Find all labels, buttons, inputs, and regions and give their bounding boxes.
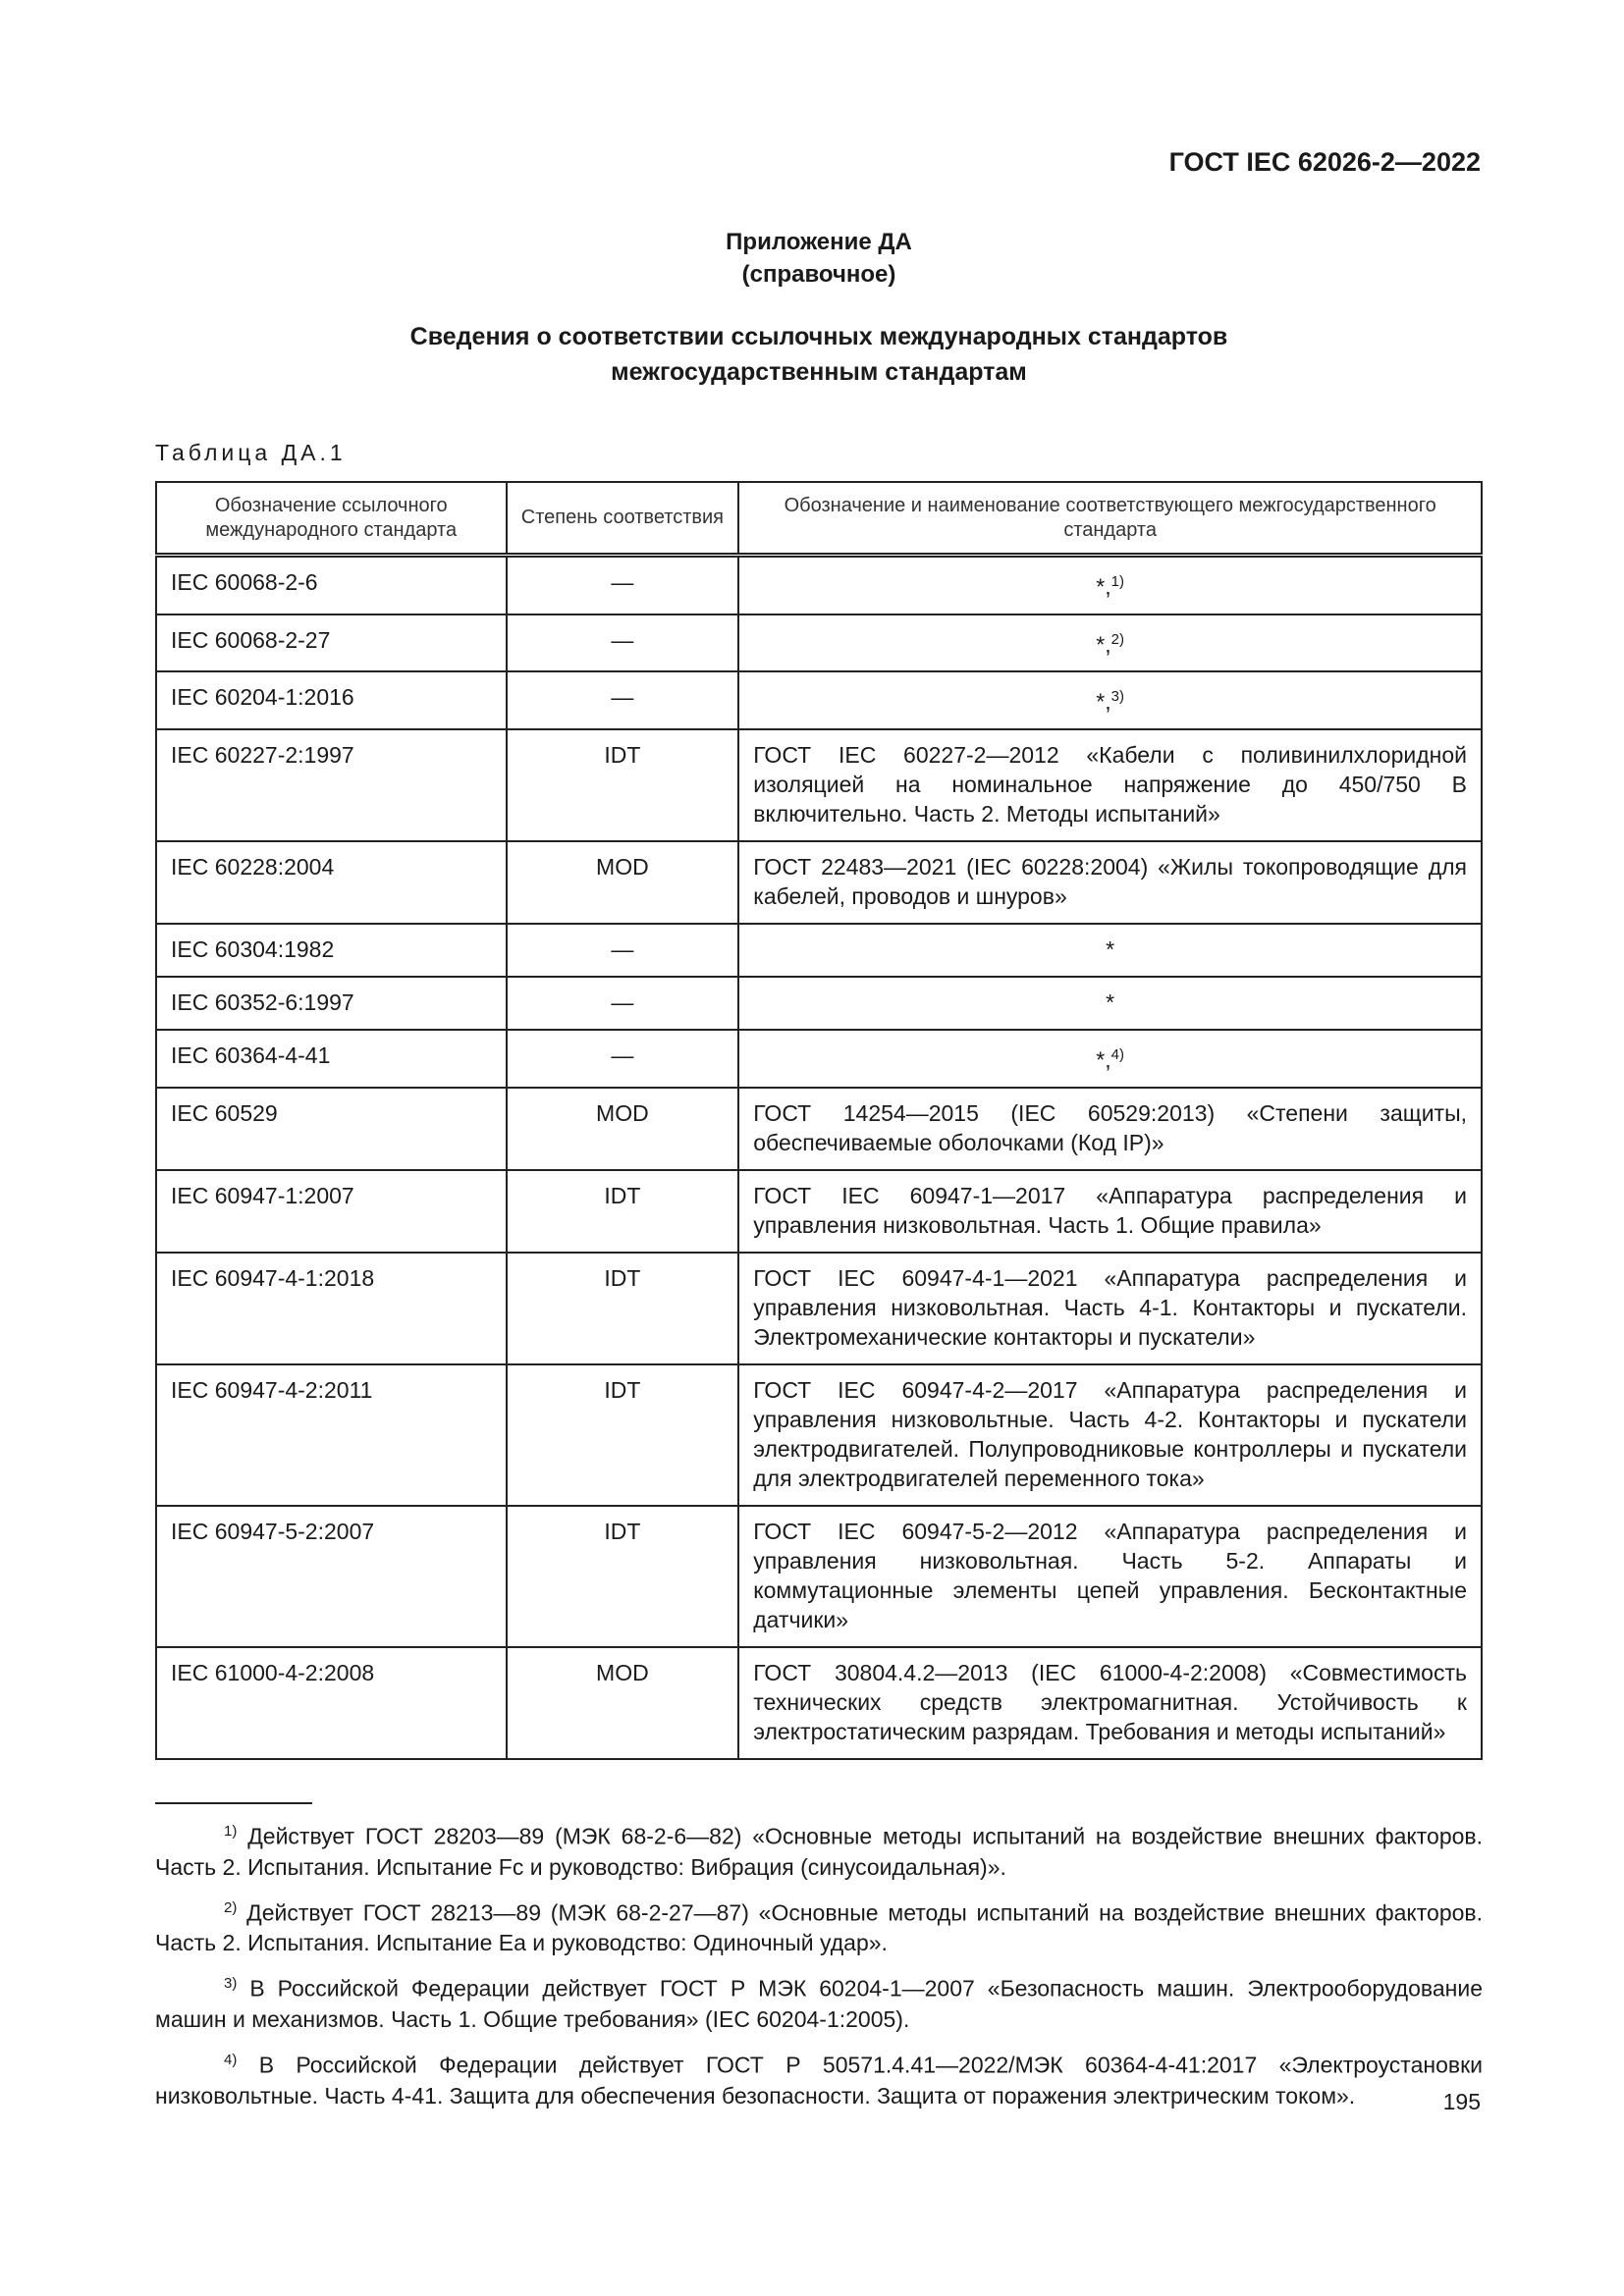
footnote-mark: 1) <box>224 1823 238 1840</box>
international-standard: IEC 60364-4-41 <box>156 1030 507 1088</box>
table-row <box>156 1364 1482 1506</box>
footnote <box>155 1893 1483 1959</box>
footnote-ref: 3) <box>1110 688 1124 706</box>
table-row <box>156 1506 1482 1647</box>
international-standard: IEC 60947-4-2:2011 <box>156 1364 507 1506</box>
reference-text: ГОСТ IEC 60227-2—2012 «Кабели с поливинилхлоридной изоляцией на номинальное напряжение до 450/750 В включительно. Часть 2. Методы испытаний» <box>753 741 1467 827</box>
reference-text: ГОСТ 30804.4.2—2013 (IEC 61000-4-2:2008) «Совместимость технических средств электромагнитная. Устойчивость к электростатическим разрядам. Требования и методы испытаний» <box>753 1659 1467 1744</box>
degree-of-correspondence: MOD <box>507 1088 739 1170</box>
degree-of-correspondence: MOD <box>507 1647 739 1759</box>
heading-line-1: Сведения о соответствии ссылочных международных стандартов <box>409 323 1228 350</box>
interstate-standard <box>738 1506 1482 1647</box>
interstate-standard <box>738 556 1482 614</box>
section-heading <box>155 319 1483 390</box>
degree-of-correspondence: IDT <box>507 1253 739 1364</box>
international-standard: IEC 60947-4-1:2018 <box>156 1253 507 1364</box>
reference-text: ГОСТ IEC 60947-5-2—2012 «Аппаратура распределения и управления низковольтная. Часть 5-2. Аппараты и коммутационные элементы цепей управления. Бесконтактные датчики» <box>753 1518 1467 1632</box>
degree-of-correspondence: IDT <box>507 729 739 841</box>
table-row <box>156 841 1482 924</box>
footnote-text: В Российской Федерации действует ГОСТ Р 50571.4.41—2022/МЭК 60364-4-41:2017 «Электроустановки низковольтные. Часть 4-41. Защита для обеспечения безопасности. Защита от поражения электрическим током». <box>155 2052 1483 2109</box>
reference-text: *, <box>1096 573 1111 600</box>
correspondence-table <box>155 481 1483 1760</box>
footnote-mark: 3) <box>224 1975 238 1993</box>
degree-of-correspondence: IDT <box>507 1170 739 1253</box>
annex-name: Приложение ДА <box>726 229 912 255</box>
reference-text: * <box>1106 988 1115 1015</box>
footnote-text: Действует ГОСТ 28203—89 (МЭК 68-2-6—82) «Основные методы испытаний на воздействие внешних факторов. Часть 2. Испытания. Испытание Fc и руководство: Вибрация (синусоидальная)». <box>155 1823 1484 1880</box>
annex-subtitle: (справочное) <box>741 261 896 288</box>
reference-text: *, <box>1096 1046 1111 1073</box>
international-standard: IEC 60352-6:1997 <box>156 977 507 1030</box>
interstate-standard <box>738 729 1482 841</box>
header-interstate-standard: Обозначение и наименование соответствующего межгосударственного стандарта <box>738 482 1482 556</box>
interstate-standard <box>738 671 1482 729</box>
international-standard: IEC 60529 <box>156 1088 507 1170</box>
table-row <box>156 1253 1482 1364</box>
interstate-standard <box>738 614 1482 672</box>
international-standard: IEC 60068-2-27 <box>156 614 507 672</box>
degree-of-correspondence: IDT <box>507 1506 739 1647</box>
heading-line-2: межгосударственным стандартам <box>611 358 1027 386</box>
footnote-ref: 1) <box>1110 573 1124 590</box>
footnote-ref: 2) <box>1110 630 1124 648</box>
footnote <box>155 1816 1483 1883</box>
footnote-divider <box>155 1802 312 1804</box>
footnote-text: В Российской Федерации действует ГОСТ Р МЭК 60204-1—2007 «Безопасность машин. Электрооборудование машин и механизмов. Часть 1. Общие требования» (IEC 60204-1:2005). <box>155 1975 1483 2032</box>
international-standard: IEC 61000-4-2:2008 <box>156 1647 507 1759</box>
international-standard: IEC 60947-5-2:2007 <box>156 1506 507 1647</box>
table-row <box>156 1170 1482 1253</box>
footnote-mark: 2) <box>224 1898 238 1916</box>
reference-text: * <box>1106 935 1115 962</box>
degree-of-correspondence: — <box>507 977 739 1030</box>
reference-text: ГОСТ 14254—2015 (IEC 60529:2013) «Степени защиты, обеспечиваемые оболочками (Код IP)» <box>753 1099 1467 1155</box>
table-header-row <box>156 482 1482 556</box>
international-standard: IEC 60947-1:2007 <box>156 1170 507 1253</box>
degree-of-correspondence: — <box>507 671 739 729</box>
interstate-standard <box>738 977 1482 1030</box>
table-label: Таблица ДА.1 <box>155 440 347 465</box>
interstate-standard <box>738 1253 1482 1364</box>
footnote-text: Действует ГОСТ 28213—89 (МЭК 68-2-27—87) «Основные методы испытаний на воздействие внешних факторов. Часть 2. Испытания. Испытание Ea и руководство: Одиночный удар». <box>155 1899 1484 1956</box>
reference-text: *, <box>1096 688 1111 715</box>
table-row <box>156 1030 1482 1088</box>
international-standard: IEC 60227-2:1997 <box>156 729 507 841</box>
interstate-standard <box>738 1364 1482 1506</box>
table-row <box>156 1088 1482 1170</box>
footnotes <box>155 1816 1483 2121</box>
international-standard: IEC 60204-1:2016 <box>156 671 507 729</box>
reference-text: ГОСТ IEC 60947-4-1—2021 «Аппаратура распределения и управления низковольтная. Часть 4-1. Контакторы и пускатели. Электромеханические контакторы и пускатели» <box>753 1264 1467 1350</box>
international-standard: IEC 60228:2004 <box>156 841 507 924</box>
interstate-standard <box>738 1030 1482 1088</box>
interstate-standard <box>738 1647 1482 1759</box>
header-degree: Степень соответствия <box>507 482 739 556</box>
degree-of-correspondence: — <box>507 556 739 614</box>
reference-text: ГОСТ IEC 60947-4-2—2017 «Аппаратура распределения и управления низковольтные. Часть 4-2. Контакторы и пускатели электродвигателей. Полупроводниковые контроллеры и пускатели для электродвигателей переменного тока» <box>753 1376 1467 1491</box>
annex-title <box>155 226 1483 291</box>
degree-of-correspondence: — <box>507 614 739 672</box>
table-row <box>156 977 1482 1030</box>
reference-text: *, <box>1096 631 1111 658</box>
table-row <box>156 671 1482 729</box>
interstate-standard <box>738 924 1482 977</box>
table-row <box>156 1647 1482 1759</box>
table-row <box>156 614 1482 672</box>
page-number: 195 <box>1442 2089 1481 2114</box>
footnote <box>155 1968 1483 2035</box>
degree-of-correspondence: — <box>507 1030 739 1088</box>
international-standard: IEC 60304:1982 <box>156 924 507 977</box>
degree-of-correspondence: MOD <box>507 841 739 924</box>
interstate-standard <box>738 1170 1482 1253</box>
reference-text: ГОСТ IEC 60947-1—2017 «Аппаратура распределения и управления низковольтная. Часть 1. Общие правила» <box>753 1182 1467 1238</box>
footnote <box>155 2045 1483 2111</box>
header-international-standard: Обозначение ссылочного международного стандарта <box>156 482 507 556</box>
interstate-standard <box>738 1088 1482 1170</box>
degree-of-correspondence: — <box>507 924 739 977</box>
footnote-mark: 4) <box>224 2051 238 2068</box>
reference-text: ГОСТ 22483—2021 (IEC 60228:2004) «Жилы токопроводящие для кабелей, проводов и шнуров» <box>753 853 1467 909</box>
document-code: ГОСТ IEC 62026-2—2022 <box>1168 147 1481 177</box>
table-row <box>156 729 1482 841</box>
table-row <box>156 556 1482 614</box>
interstate-standard <box>738 841 1482 924</box>
table-row <box>156 924 1482 977</box>
degree-of-correspondence: IDT <box>507 1364 739 1506</box>
international-standard: IEC 60068-2-6 <box>156 556 507 614</box>
footnote-ref: 4) <box>1110 1045 1124 1063</box>
